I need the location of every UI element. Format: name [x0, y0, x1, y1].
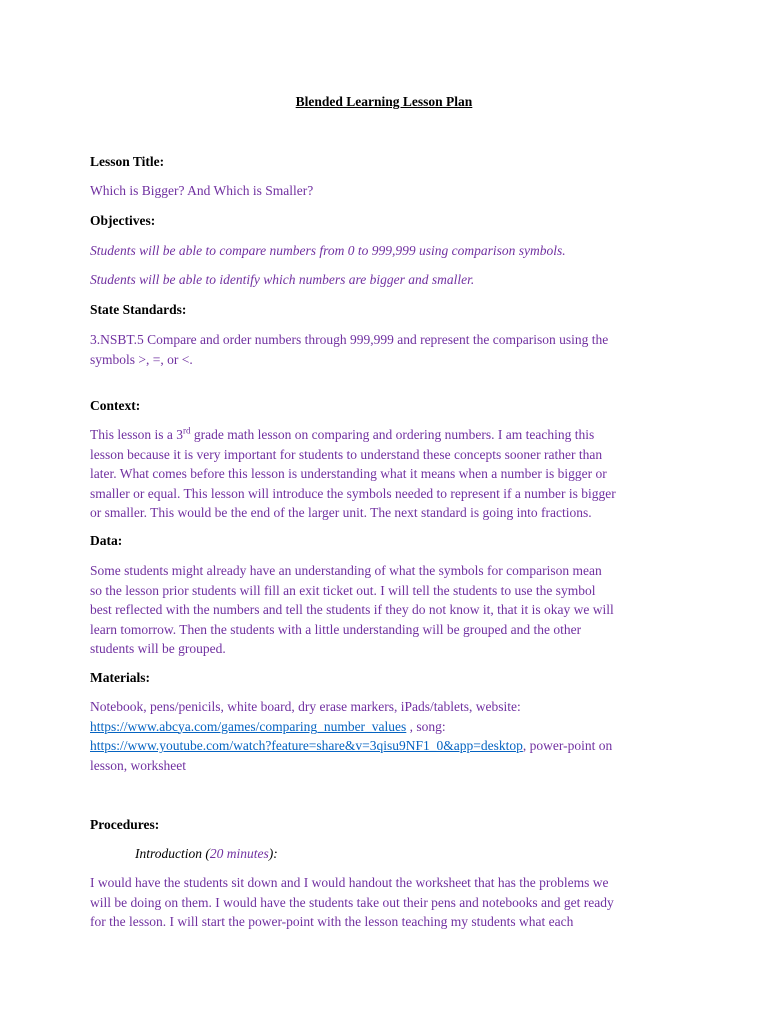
intro-minutes: 20 minutes: [209, 846, 269, 861]
context-line-rest: grade math lesson on comparing and ordering numbers. I am teaching this: [190, 427, 595, 442]
document-title: Blended Learning Lesson Plan: [295, 94, 473, 109]
materials-song-label: , song:: [406, 718, 446, 734]
data-line: students will be grouped.: [90, 641, 226, 656]
youtube-link[interactable]: https://www.youtube.com/watch?feature=share&v=3qisu9NF1_0&app=desktop: [90, 738, 523, 753]
data-line: learn tomorrow. Then the students with a little understanding will be grouped and the other: [90, 621, 582, 637]
materials-powerpoint-label: , power-point on: [522, 738, 613, 753]
procedure-line: for the lesson. I will start the power-point with the lesson teaching my students what each: [90, 914, 574, 929]
materials-line: [90, 736, 680, 756]
materials-line: Notebook, pens/penicils, white board, dry erase markers, iPads/tablets, website:: [90, 699, 521, 714]
intro-close: ):: [268, 846, 278, 861]
context-ordinal: rd: [183, 425, 191, 436]
objective-item: Students will be able to compare numbers from 0 to 999,999 using comparison symbols.: [90, 243, 566, 258]
data-line: Some students might already have an understanding of what the symbols for comparison mean: [90, 563, 602, 578]
standards-text: [90, 330, 680, 369]
intro-label: Introduction (: [135, 846, 210, 861]
context-line: [90, 425, 680, 445]
context-line: smaller or equal. This lesson will introduce the symbols needed to represent if a number is bigger: [90, 485, 616, 501]
context-line: later. What comes before this lesson is understanding what it means when a number is bigger or: [90, 466, 607, 481]
procedures-paragraph: [90, 873, 680, 932]
objectives-heading: Objectives:: [90, 213, 156, 228]
materials-paragraph: [90, 697, 680, 775]
context-paragraph: [90, 425, 680, 523]
introduction-subheading: [135, 844, 278, 864]
materials-line: [90, 717, 680, 737]
context-line: or smaller. This would be the end of the larger unit. The next standard is going into fractions.: [90, 505, 592, 520]
data-line: best reflected with the numbers and tell the students if they do not know it, that it is okay we will: [90, 602, 614, 617]
materials-line: lesson, worksheet: [90, 757, 186, 773]
context-heading: Context:: [90, 398, 141, 413]
procedure-line: I would have the students sit down and I would handout the worksheet that has the problems we: [90, 875, 609, 890]
lesson-title-heading: Lesson Title:: [90, 154, 165, 169]
procedure-line: will be doing on them. I would have the students take out their pens and notebooks and get ready: [90, 894, 614, 910]
abcya-link[interactable]: https://www.abcya.com/games/comparing_number_values: [90, 718, 407, 734]
standards-line: 3.NSBT.5 Compare and order numbers through 999,999 and represent the comparison using the: [90, 332, 609, 347]
standards-heading: State Standards:: [90, 302, 187, 317]
data-line: so the lesson prior students will fill an exit ticket out. I will tell the students to use the symbol: [90, 582, 596, 598]
context-prefix: This lesson is a 3: [90, 427, 183, 442]
data-heading: Data:: [90, 533, 123, 548]
standards-line: symbols >, =, or <.: [90, 351, 193, 367]
context-line: lesson because it is very important for students to understand these concepts sooner rather than: [90, 446, 603, 462]
materials-heading: Materials:: [90, 670, 150, 685]
data-paragraph: [90, 561, 680, 659]
procedures-heading: Procedures:: [90, 817, 160, 832]
objective-item: Students will be able to identify which numbers are bigger and smaller.: [90, 272, 475, 287]
lesson-title-text: Which is Bigger? And Which is Smaller?: [90, 183, 314, 198]
